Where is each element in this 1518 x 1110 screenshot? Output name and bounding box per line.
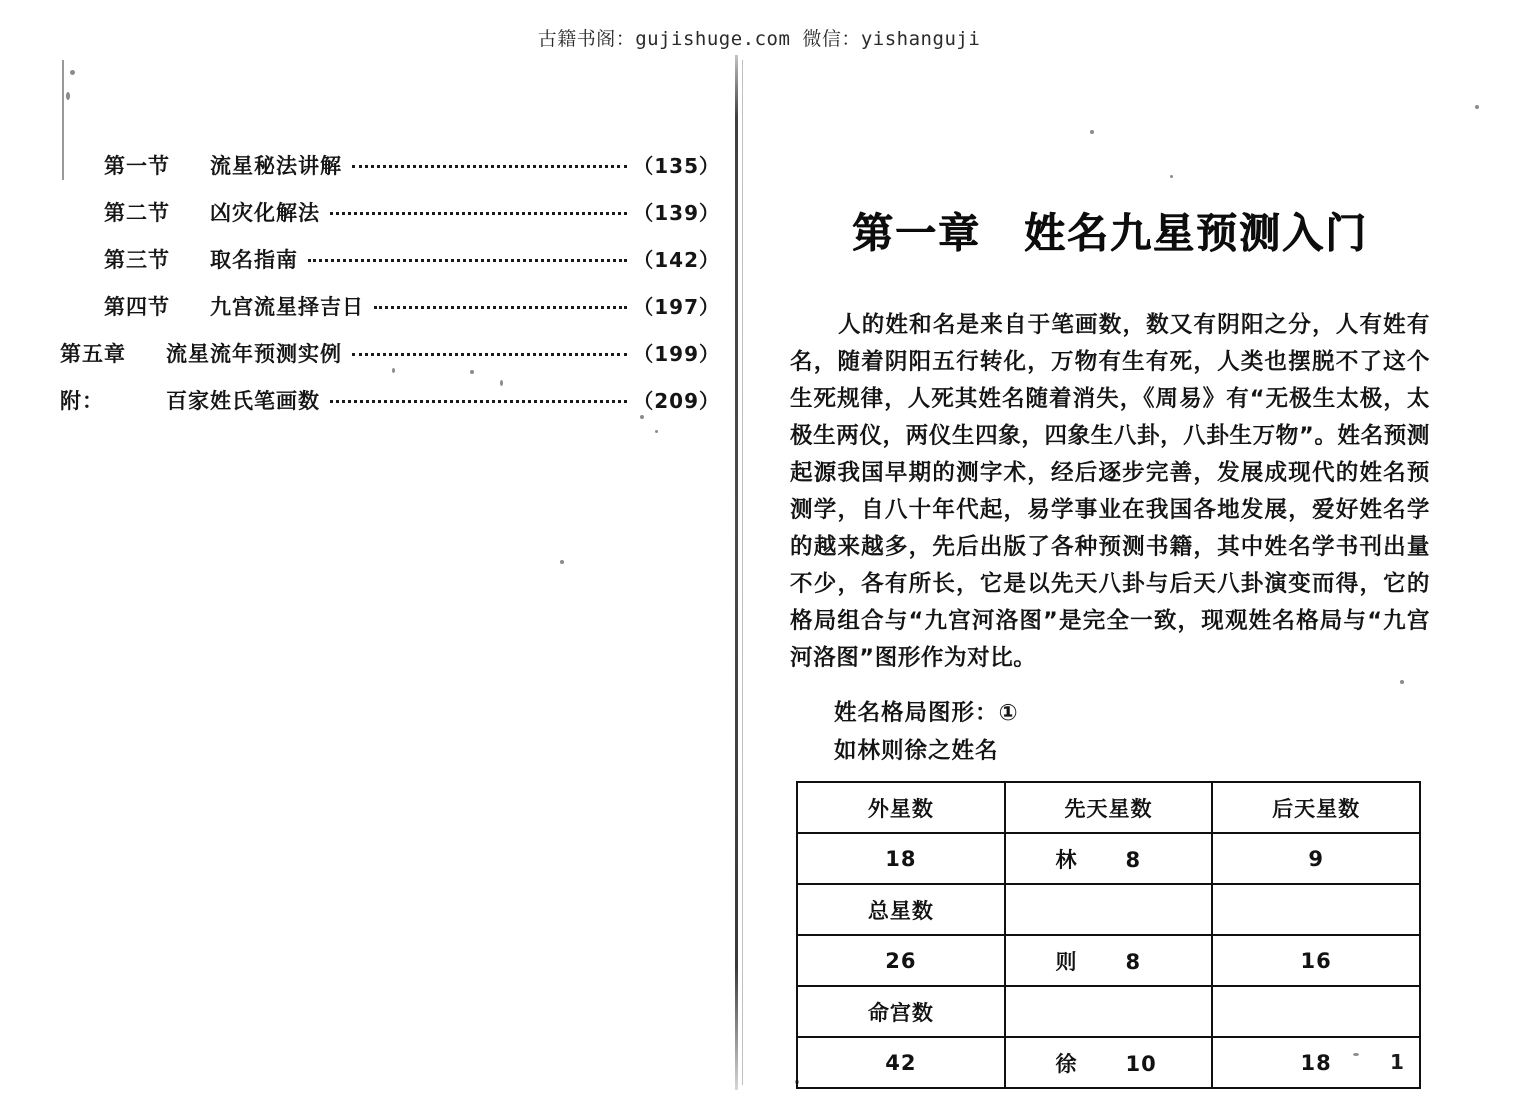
- toc-dot-leader: [330, 212, 627, 215]
- given-name-char: 则: [1055, 949, 1078, 974]
- toc-page-number: （139）: [633, 201, 720, 225]
- toc-section-number: 附：: [60, 389, 104, 413]
- toc-dot-leader: [330, 400, 627, 403]
- toc-page-number: （197）: [633, 295, 720, 319]
- table-header-cell: 外星数: [797, 782, 1005, 833]
- toc-section-title: 取名指南: [210, 248, 298, 272]
- table-cell-outer: 18: [797, 833, 1005, 884]
- given-name-char: 徐: [1055, 1051, 1078, 1076]
- toc-row[interactable]: [104, 150, 720, 180]
- toc-page-number: （209）: [633, 389, 720, 413]
- table-cell-post-heaven: 18: [1212, 1037, 1420, 1088]
- toc-dot-leader: [352, 353, 627, 356]
- figure-caption-line-2: 如林则徐之姓名: [834, 738, 999, 764]
- page-spine: [735, 55, 738, 1090]
- toc-section-number: 第四节: [104, 295, 170, 319]
- toc-page-number: （135）: [633, 154, 720, 178]
- scan-speck: [560, 560, 564, 564]
- page-spine-shadow: [742, 60, 743, 1085]
- toc-row[interactable]: [104, 197, 720, 227]
- table-cell-post-heaven: [1212, 884, 1420, 935]
- table-cell-post-heaven: 16: [1212, 935, 1420, 986]
- table-cell-post-heaven: [1212, 986, 1420, 1037]
- table-cell-outer: 42: [797, 1037, 1005, 1088]
- toc-section-title: 百家姓氏笔画数: [166, 389, 320, 413]
- table-cell-outer: 命宫数: [797, 986, 1005, 1037]
- toc-section-number: 第三节: [104, 248, 170, 272]
- toc-section-number: 第二节: [104, 201, 170, 225]
- table-row: [797, 833, 1420, 884]
- table-header-cell: 先天星数: [1005, 782, 1213, 833]
- table-header-cell: 后天星数: [1212, 782, 1420, 833]
- toc-section-title: 九宫流星择吉日: [210, 295, 364, 319]
- toc-page-number: （142）: [633, 248, 720, 272]
- table-row: [797, 1037, 1420, 1088]
- toc-section-number: 第五章: [60, 342, 126, 366]
- table-cell-post-heaven: 9: [1212, 833, 1420, 884]
- page-number: 1: [1390, 1050, 1404, 1074]
- table-cell-pre-heaven: [1005, 884, 1213, 935]
- right-page-content: [790, 60, 1430, 1089]
- toc-dot-leader: [308, 259, 627, 262]
- toc-page-number: （199）: [633, 342, 720, 366]
- toc-dot-leader: [352, 165, 627, 168]
- toc-row[interactable]: [60, 385, 720, 415]
- scan-speck: [70, 70, 75, 75]
- table-cell-pre-heaven: [1005, 986, 1213, 1037]
- table-cell-outer: 总星数: [797, 884, 1005, 935]
- table-cell-pre-heaven: [1005, 833, 1213, 884]
- surname-char: 林: [1055, 847, 1078, 872]
- scan-speck: [1475, 105, 1479, 109]
- table-row: [797, 935, 1420, 986]
- scan-speck: [66, 92, 70, 100]
- toc-row[interactable]: [104, 291, 720, 321]
- table-cell-outer: 26: [797, 935, 1005, 986]
- table-of-contents: [60, 150, 720, 432]
- table-cell-pre-heaven: [1005, 935, 1213, 986]
- table-row: [797, 884, 1420, 935]
- stroke-count: 10: [1125, 1051, 1157, 1076]
- toc-section-number: 第一节: [104, 154, 170, 178]
- table-cell-pre-heaven: [1005, 1037, 1213, 1088]
- toc-section-title: 凶灾化解法: [210, 201, 320, 225]
- toc-section-title: 流星流年预测实例: [166, 342, 342, 366]
- figure-caption-line-1: 姓名格局图形：①: [834, 700, 1019, 726]
- toc-row[interactable]: [60, 338, 720, 368]
- star-number-table: [796, 781, 1421, 1089]
- chapter-title: 第一章 姓名九星预测入门: [852, 209, 1368, 257]
- body-paragraph: 人的姓和名是来自于笔画数，数又有阴阳之分，人有姓有名，随着阴阳五行转化，万物有生有死，人类也摆脱不了这个生死规律，人死其姓名随着消失，《周易》有“无极生太极，太极生两仪，两仪生四象，四象生八卦，八卦生万物”。姓名预测起源我国早期的测字术，经后逐步完善，发展成现代的姓名预测学，自八十年代起，易学事业在我国各地发展，爱好姓名学的越来越多，先后出版了各种预测书籍，其中姓名学书刊出量不少，各有所长，它是以先天八卦与后天八卦演变而得，它的格局组合与“九宫河洛图”是完全一致，现观姓名格局与“九宫河洛图”图形作为对比。: [790, 312, 1430, 671]
- watermark-text: 古籍书阁：gujishuge.com 微信：yishanguji: [537, 28, 981, 50]
- table-header-row: [797, 782, 1420, 833]
- toc-dot-leader: [374, 306, 627, 309]
- stroke-count: 8: [1125, 949, 1142, 974]
- toc-section-title: 流星秘法讲解: [210, 154, 342, 178]
- table-row: [797, 986, 1420, 1037]
- toc-row[interactable]: [104, 244, 720, 274]
- stroke-count: 8: [1125, 847, 1142, 872]
